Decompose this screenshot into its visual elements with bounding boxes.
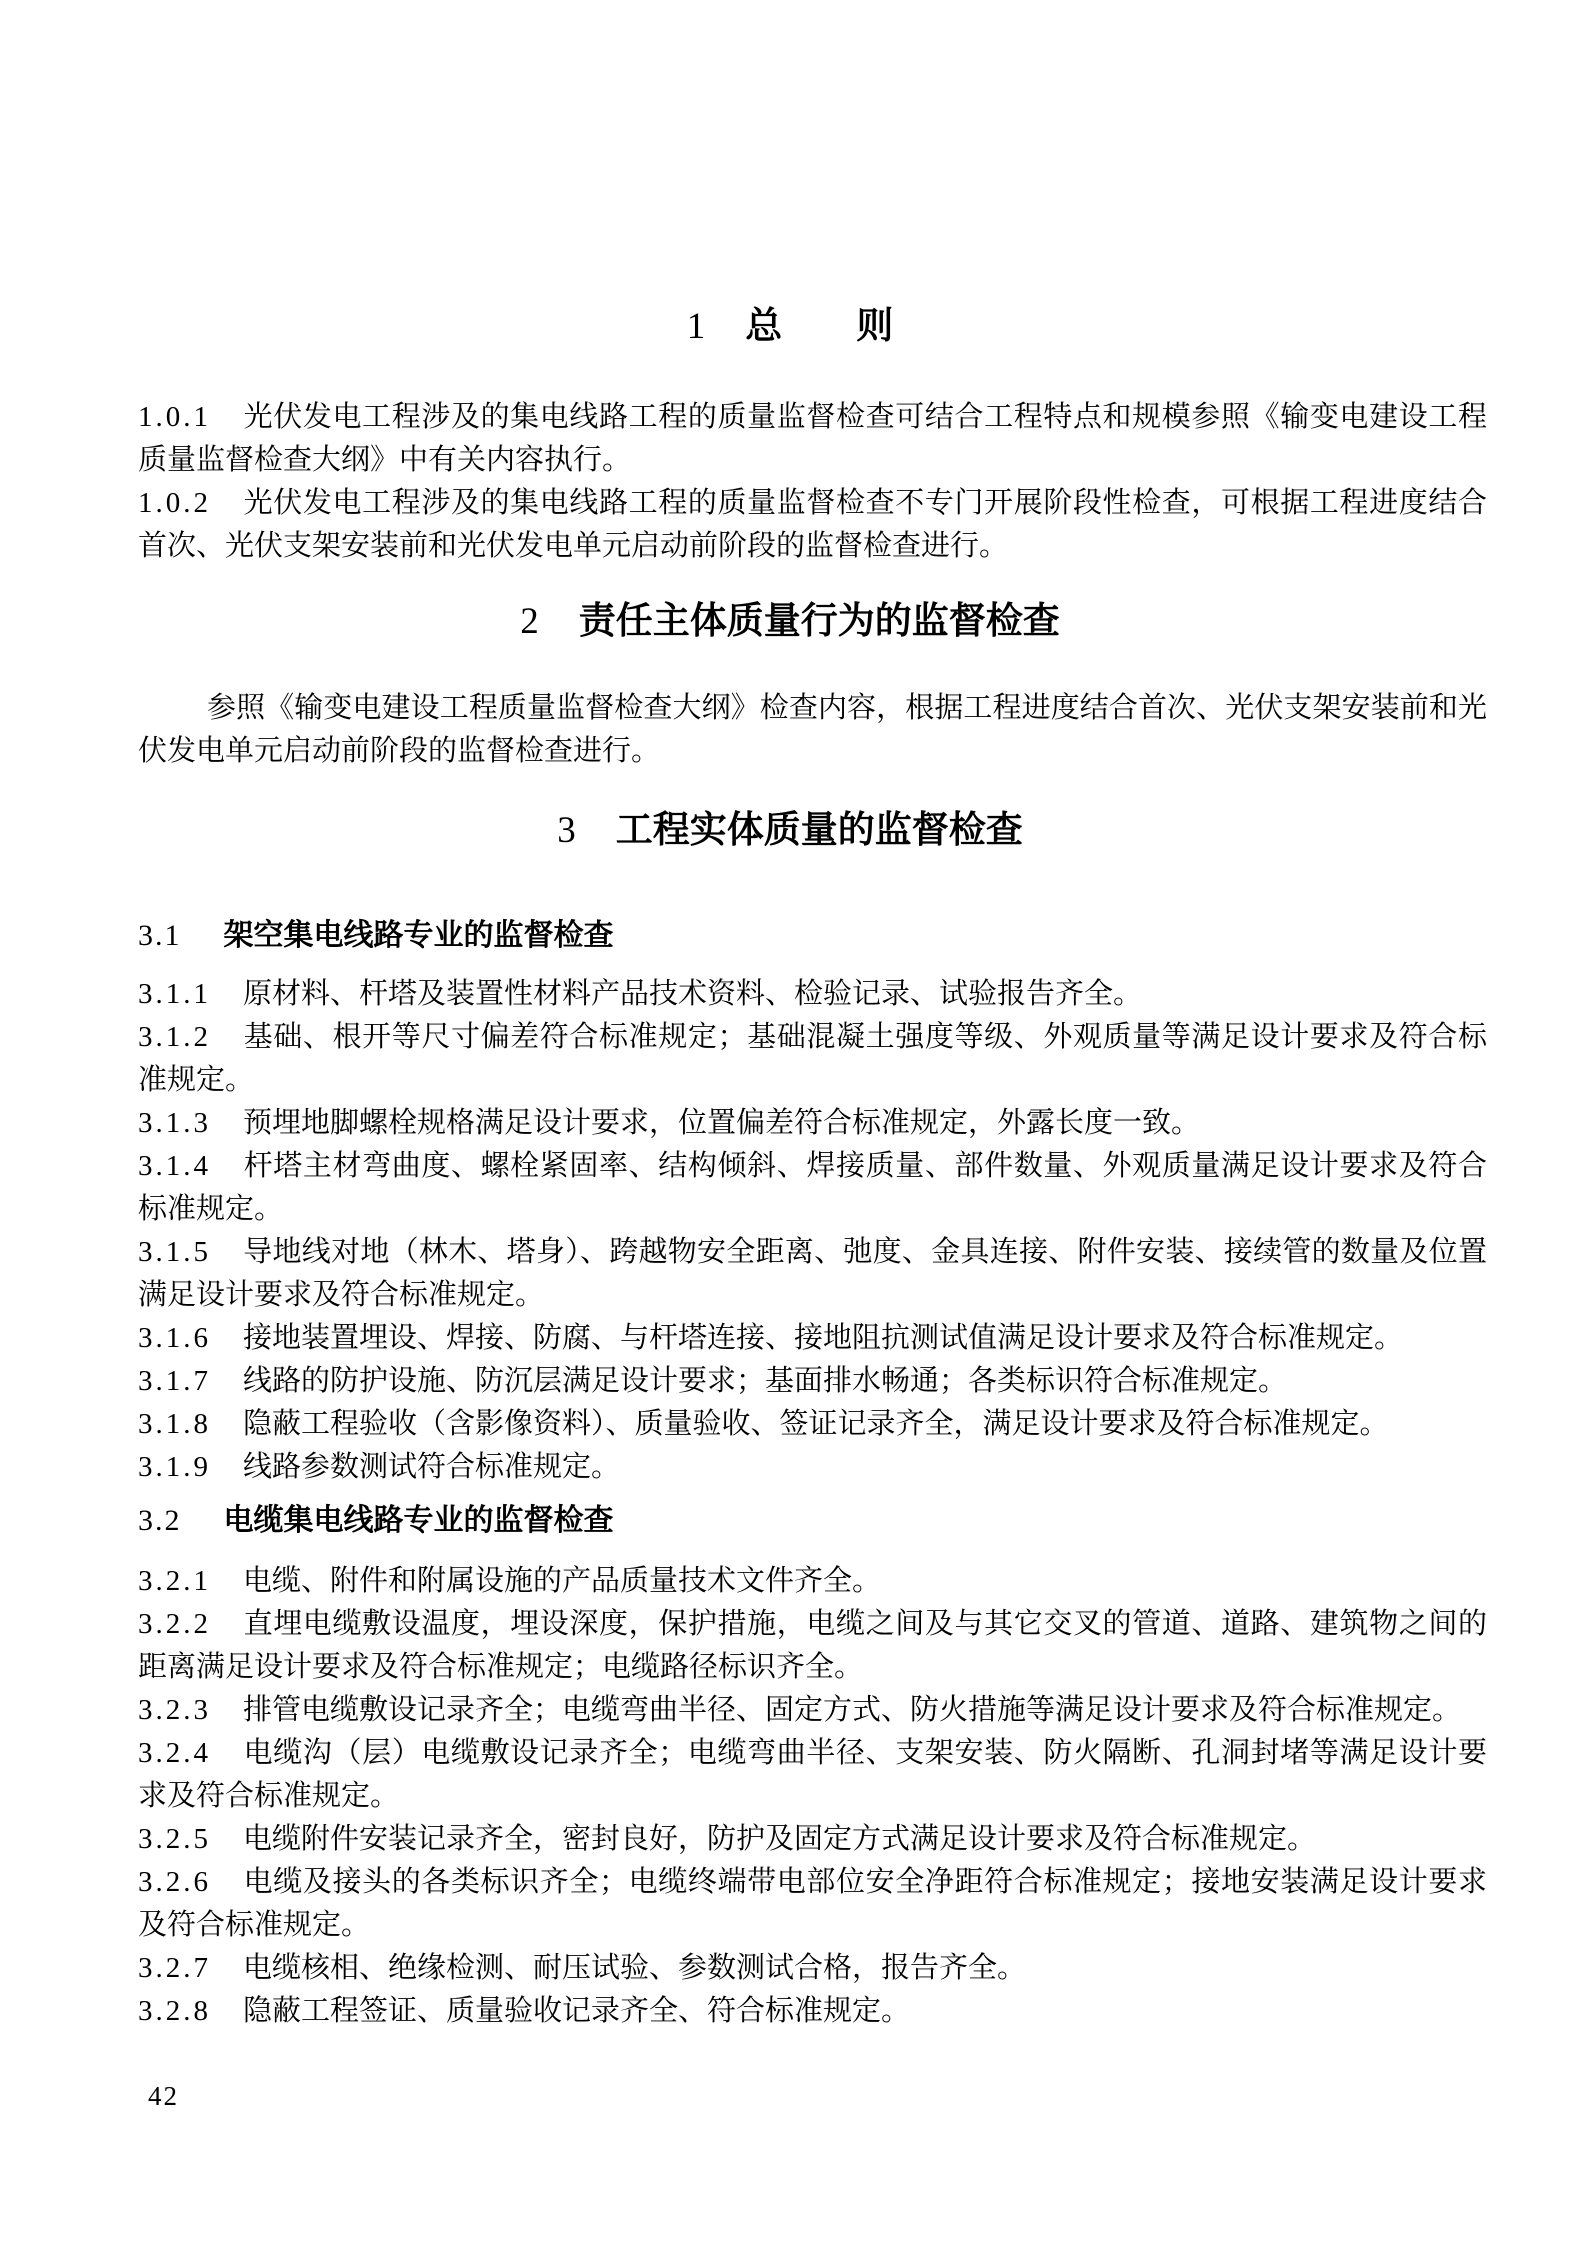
clause-number: 3.1.3 <box>138 1107 211 1139</box>
clause-3-1-5 <box>138 1231 1487 1317</box>
clause-3-2-1 <box>138 1560 1487 1603</box>
chapter-1-heading <box>138 304 1487 349</box>
section-3-2-title: 电缆集电线路专业的监督检查 <box>223 1504 614 1537</box>
clause-3-2-4 <box>138 1732 1487 1818</box>
clause-number: 3.2.2 <box>138 1608 211 1640</box>
clause-number: 3.2.4 <box>138 1737 211 1769</box>
clause-number: 3.1.9 <box>138 1451 211 1483</box>
clause-text: 接地装置埋设、焊接、防腐、与杆塔连接、接地阻抗测试值满足设计要求及符合标准规定。 <box>243 1322 1404 1354</box>
section-3-2-number: 3.2 <box>138 1504 182 1537</box>
clause-number: 3.2.1 <box>138 1565 211 1597</box>
chapter-1-title: 总 则 <box>745 305 894 346</box>
clause-number: 3.1.1 <box>138 978 211 1010</box>
chapter-1-number: 1 <box>686 306 706 347</box>
clause-text: 排管电缆敷设记录齐全；电缆弯曲半径、固定方式、防火措施等满足设计要求及符合标准规定。 <box>243 1694 1462 1726</box>
clause-3-2-3 <box>138 1689 1487 1732</box>
clause-3-1-4 <box>138 1145 1487 1231</box>
clause-number: 1.0.2 <box>138 487 211 519</box>
clause-1-0-2 <box>138 482 1487 568</box>
clause-3-1-2 <box>138 1016 1487 1102</box>
clause-number: 3.1.6 <box>138 1322 211 1354</box>
clause-text: 电缆、附件和附属设施的产品质量技术文件齐全。 <box>243 1565 882 1597</box>
clause-text: 隐蔽工程签证、质量验收记录齐全、符合标准规定。 <box>243 1995 911 2027</box>
clause-3-2-6 <box>138 1861 1487 1947</box>
section-3-2-heading <box>138 1499 1487 1542</box>
clause-text: 电缆附件安装记录齐全，密封良好，防护及固定方式满足设计要求及符合标准规定。 <box>243 1823 1317 1855</box>
clause-3-2-7 <box>138 1947 1487 1990</box>
clause-number: 3.2.7 <box>138 1952 211 1984</box>
clause-text: 预埋地脚螺栓规格满足设计要求，位置偏差符合标准规定，外露长度一致。 <box>243 1107 1201 1139</box>
clause-text: 直埋电缆敷设温度，埋设深度，保护措施，电缆之间及与其它交叉的管道、道路、建筑物之间的距离满足设计要求及符合标准规定；电缆路径标识齐全。 <box>138 1608 1487 1683</box>
clause-text: 光伏发电工程涉及的集电线路工程的质量监督检查不专门开展阶段性检查，可根据工程进度结合首次、光伏支架安装前和光伏发电单元启动前阶段的监督检查进行。 <box>138 487 1487 562</box>
clause-number: 3.2.6 <box>138 1866 211 1898</box>
page-number: 42 <box>148 2081 179 2111</box>
clause-number: 3.2.3 <box>138 1694 211 1726</box>
chapter-2-intro-paragraph: 参照《输变电建设工程质量监督检查大纲》检查内容，根据工程进度结合首次、光伏支架安装前和光伏发电单元启动前阶段的监督检查进行。 <box>138 692 1487 767</box>
chapter-3-heading <box>138 808 1487 853</box>
clause-3-1-6 <box>138 1317 1487 1360</box>
section-3-1-title: 架空集电线路专业的监督检查 <box>223 919 614 952</box>
chapter-2-heading <box>138 599 1487 644</box>
clause-text: 隐蔽工程验收（含影像资料）、质量验收、签证记录齐全，满足设计要求及符合标准规定。 <box>243 1408 1389 1440</box>
clause-3-1-8 <box>138 1403 1487 1446</box>
clause-3-2-5 <box>138 1818 1487 1861</box>
clause-number: 1.0.1 <box>138 401 211 433</box>
section-3-1-number: 3.1 <box>138 919 182 952</box>
clause-number: 3.2.5 <box>138 1823 211 1855</box>
clause-text: 线路参数测试符合标准规定。 <box>243 1451 621 1483</box>
clause-3-1-3 <box>138 1102 1487 1145</box>
chapter-2-title: 责任主体质量行为的监督检查 <box>578 600 1060 641</box>
clause-3-1-1 <box>138 973 1487 1016</box>
clause-1-0-1 <box>138 396 1487 482</box>
clause-text: 原材料、杆塔及装置性材料产品技术资料、检验记录、试验报告齐全。 <box>243 978 1143 1010</box>
clause-number: 3.1.7 <box>138 1365 211 1397</box>
clause-text: 电缆及接头的各类标识齐全；电缆终端带电部位安全净距符合标准规定；接地安装满足设计要求及符合标准规定。 <box>138 1866 1487 1941</box>
clause-number: 3.2.8 <box>138 1995 211 2027</box>
clause-text: 杆塔主材弯曲度、螺栓紧固率、结构倾斜、焊接质量、部件数量、外观质量满足设计要求及符合标准规定。 <box>138 1150 1487 1225</box>
clause-number: 3.1.5 <box>138 1236 211 1268</box>
chapter-3-number: 3 <box>557 810 576 851</box>
clause-3-1-7 <box>138 1360 1487 1403</box>
clause-3-2-8 <box>138 1990 1487 2033</box>
clause-number: 3.1.2 <box>138 1021 211 1053</box>
section-3-1-heading <box>138 914 1487 957</box>
chapter-2-number: 2 <box>520 601 539 642</box>
clause-text: 基础、根开等尺寸偏差符合标准规定；基础混凝土强度等级、外观质量等满足设计要求及符合标准规定。 <box>138 1021 1487 1096</box>
clause-text: 线路的防护设施、防沉层满足设计要求；基面排水畅通；各类标识符合标准规定。 <box>243 1365 1288 1397</box>
clause-text: 电缆核相、绝缘检测、耐压试验、参数测试合格，报告齐全。 <box>243 1952 1027 1984</box>
clause-text: 导地线对地（林木、塔身）、跨越物安全距离、弛度、金具连接、附件安装、接续管的数量及位置满足设计要求及符合标准规定。 <box>138 1236 1487 1311</box>
clause-number: 3.1.4 <box>138 1150 211 1182</box>
page-content <box>0 304 1587 2033</box>
clause-3-1-9 <box>138 1446 1487 1489</box>
chapter-3-title: 工程实体质量的监督检查 <box>615 809 1023 850</box>
clause-text: 电缆沟（层）电缆敷设记录齐全；电缆弯曲半径、支架安装、防火隔断、孔洞封堵等满足设计要求及符合标准规定。 <box>138 1737 1487 1812</box>
clause-3-2-2 <box>138 1603 1487 1689</box>
clause-text: 光伏发电工程涉及的集电线路工程的质量监督检查可结合工程特点和规模参照《输变电建设工程质量监督检查大纲》中有关内容执行。 <box>138 401 1487 476</box>
clause-number: 3.1.8 <box>138 1408 211 1440</box>
